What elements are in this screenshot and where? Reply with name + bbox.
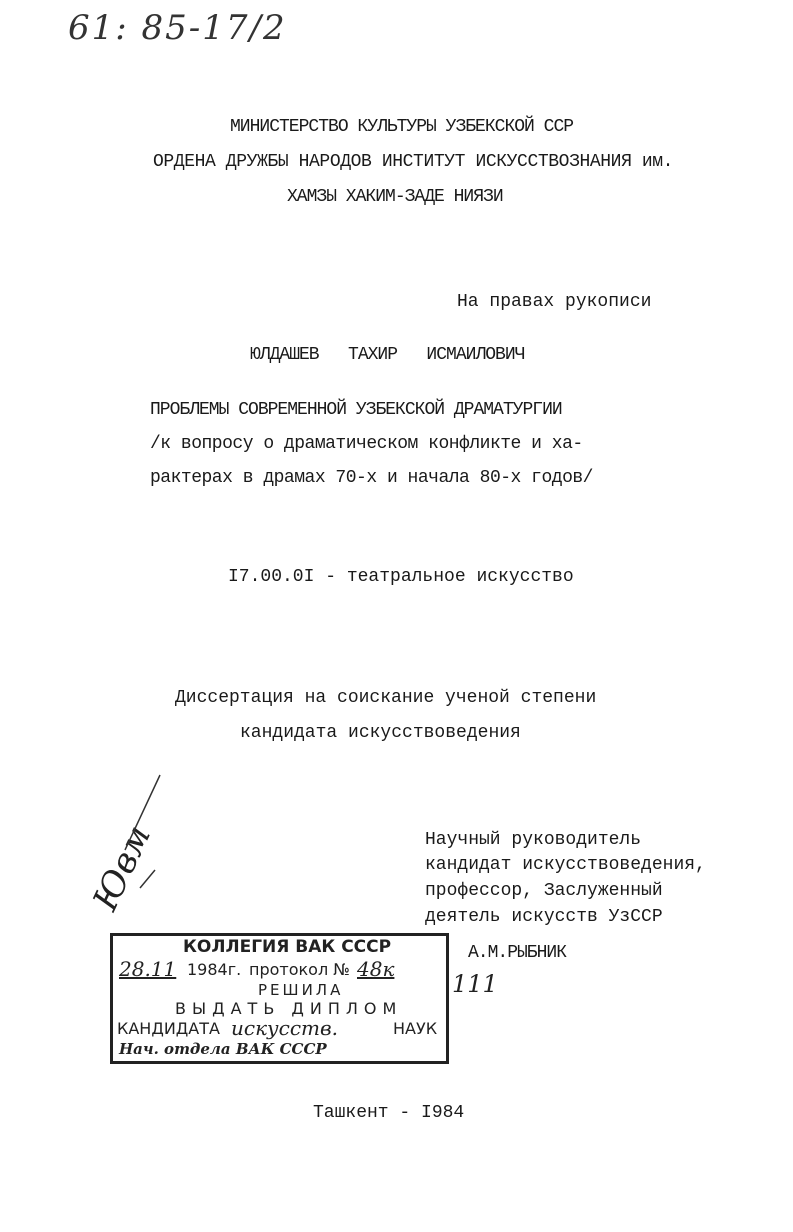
ministry-line: МИНИСТЕРСТВО КУЛЬТУРЫ УЗБЕКСКОЙ ССР (230, 117, 574, 137)
supervisor-label: Научный руководитель (425, 830, 642, 850)
degree-line-1: Диссертация на соискание ученой степени (175, 688, 597, 708)
specialty: I7.00.0I - театральное искусство (228, 567, 574, 587)
supervisor-name: А.М.РЫБНИК (468, 943, 567, 963)
dissertation-subtitle-1: /к вопросу о драматическом конфликте и ха- (150, 434, 583, 454)
stamp-candidate: КАНДИДАТА (117, 1019, 220, 1038)
stamp-header: КОЛЛЕГИЯ ВАК СССР (183, 937, 392, 957)
stamp-protocol-number: 48к (357, 957, 395, 981)
stamp-margin-note: 111 (452, 970, 498, 998)
pen-strokes (110, 770, 170, 890)
stamp-decided: РЕШИЛА (258, 981, 344, 999)
dissertation-subtitle-2: рактерах в драмах 70-х и начала 80-х годов/ (150, 468, 593, 488)
stamp-protocol: протокол № (249, 960, 350, 979)
handwritten-signature: Ювм (85, 819, 160, 917)
stamp-year: 1984г. (187, 960, 242, 979)
dissertation-title: ПРОБЛЕМЫ СОВРЕМЕННОЙ УЗБЕКСКОЙ ДРАМАТУРГИИ (150, 400, 562, 420)
supervisor-title: профессор, Заслуженный (425, 881, 663, 901)
place-and-year: Ташкент - I984 (313, 1103, 465, 1123)
stamp-sciences: НАУК (393, 1019, 438, 1038)
supervisor-title-2: деятель искусств УзССР (425, 907, 663, 927)
supervisor-degree: кандидат искусствоведения, (425, 855, 706, 875)
stamp-date: 28.11 (119, 957, 177, 981)
stamp-department: Нач. отдела ВАК СССР (119, 1040, 327, 1058)
archive-mark: 61: 85-17/2 (68, 8, 287, 48)
degree-line-2: кандидата искусствоведения (240, 723, 521, 743)
institute-name-line: ХАМЗЫ ХАКИМ-ЗАДЕ НИЯЗИ (287, 187, 503, 207)
rights-notice: На правах рукописи (457, 292, 652, 312)
stamp-issue-diploma: ВЫДАТЬ ДИПЛОМ (175, 999, 403, 1018)
institute-line: ОРДЕНА ДРУЖБЫ НАРОДОВ ИНСТИТУТ ИСКУССТВОЗНАНИЯ им. (153, 152, 674, 172)
stamp-field-handwritten: искусств. (231, 1016, 338, 1040)
author-name: ЮЛДАШЕВ ТАХИР ИСМАИЛОВИЧ (250, 345, 525, 365)
vak-approval-stamp (110, 933, 449, 1064)
